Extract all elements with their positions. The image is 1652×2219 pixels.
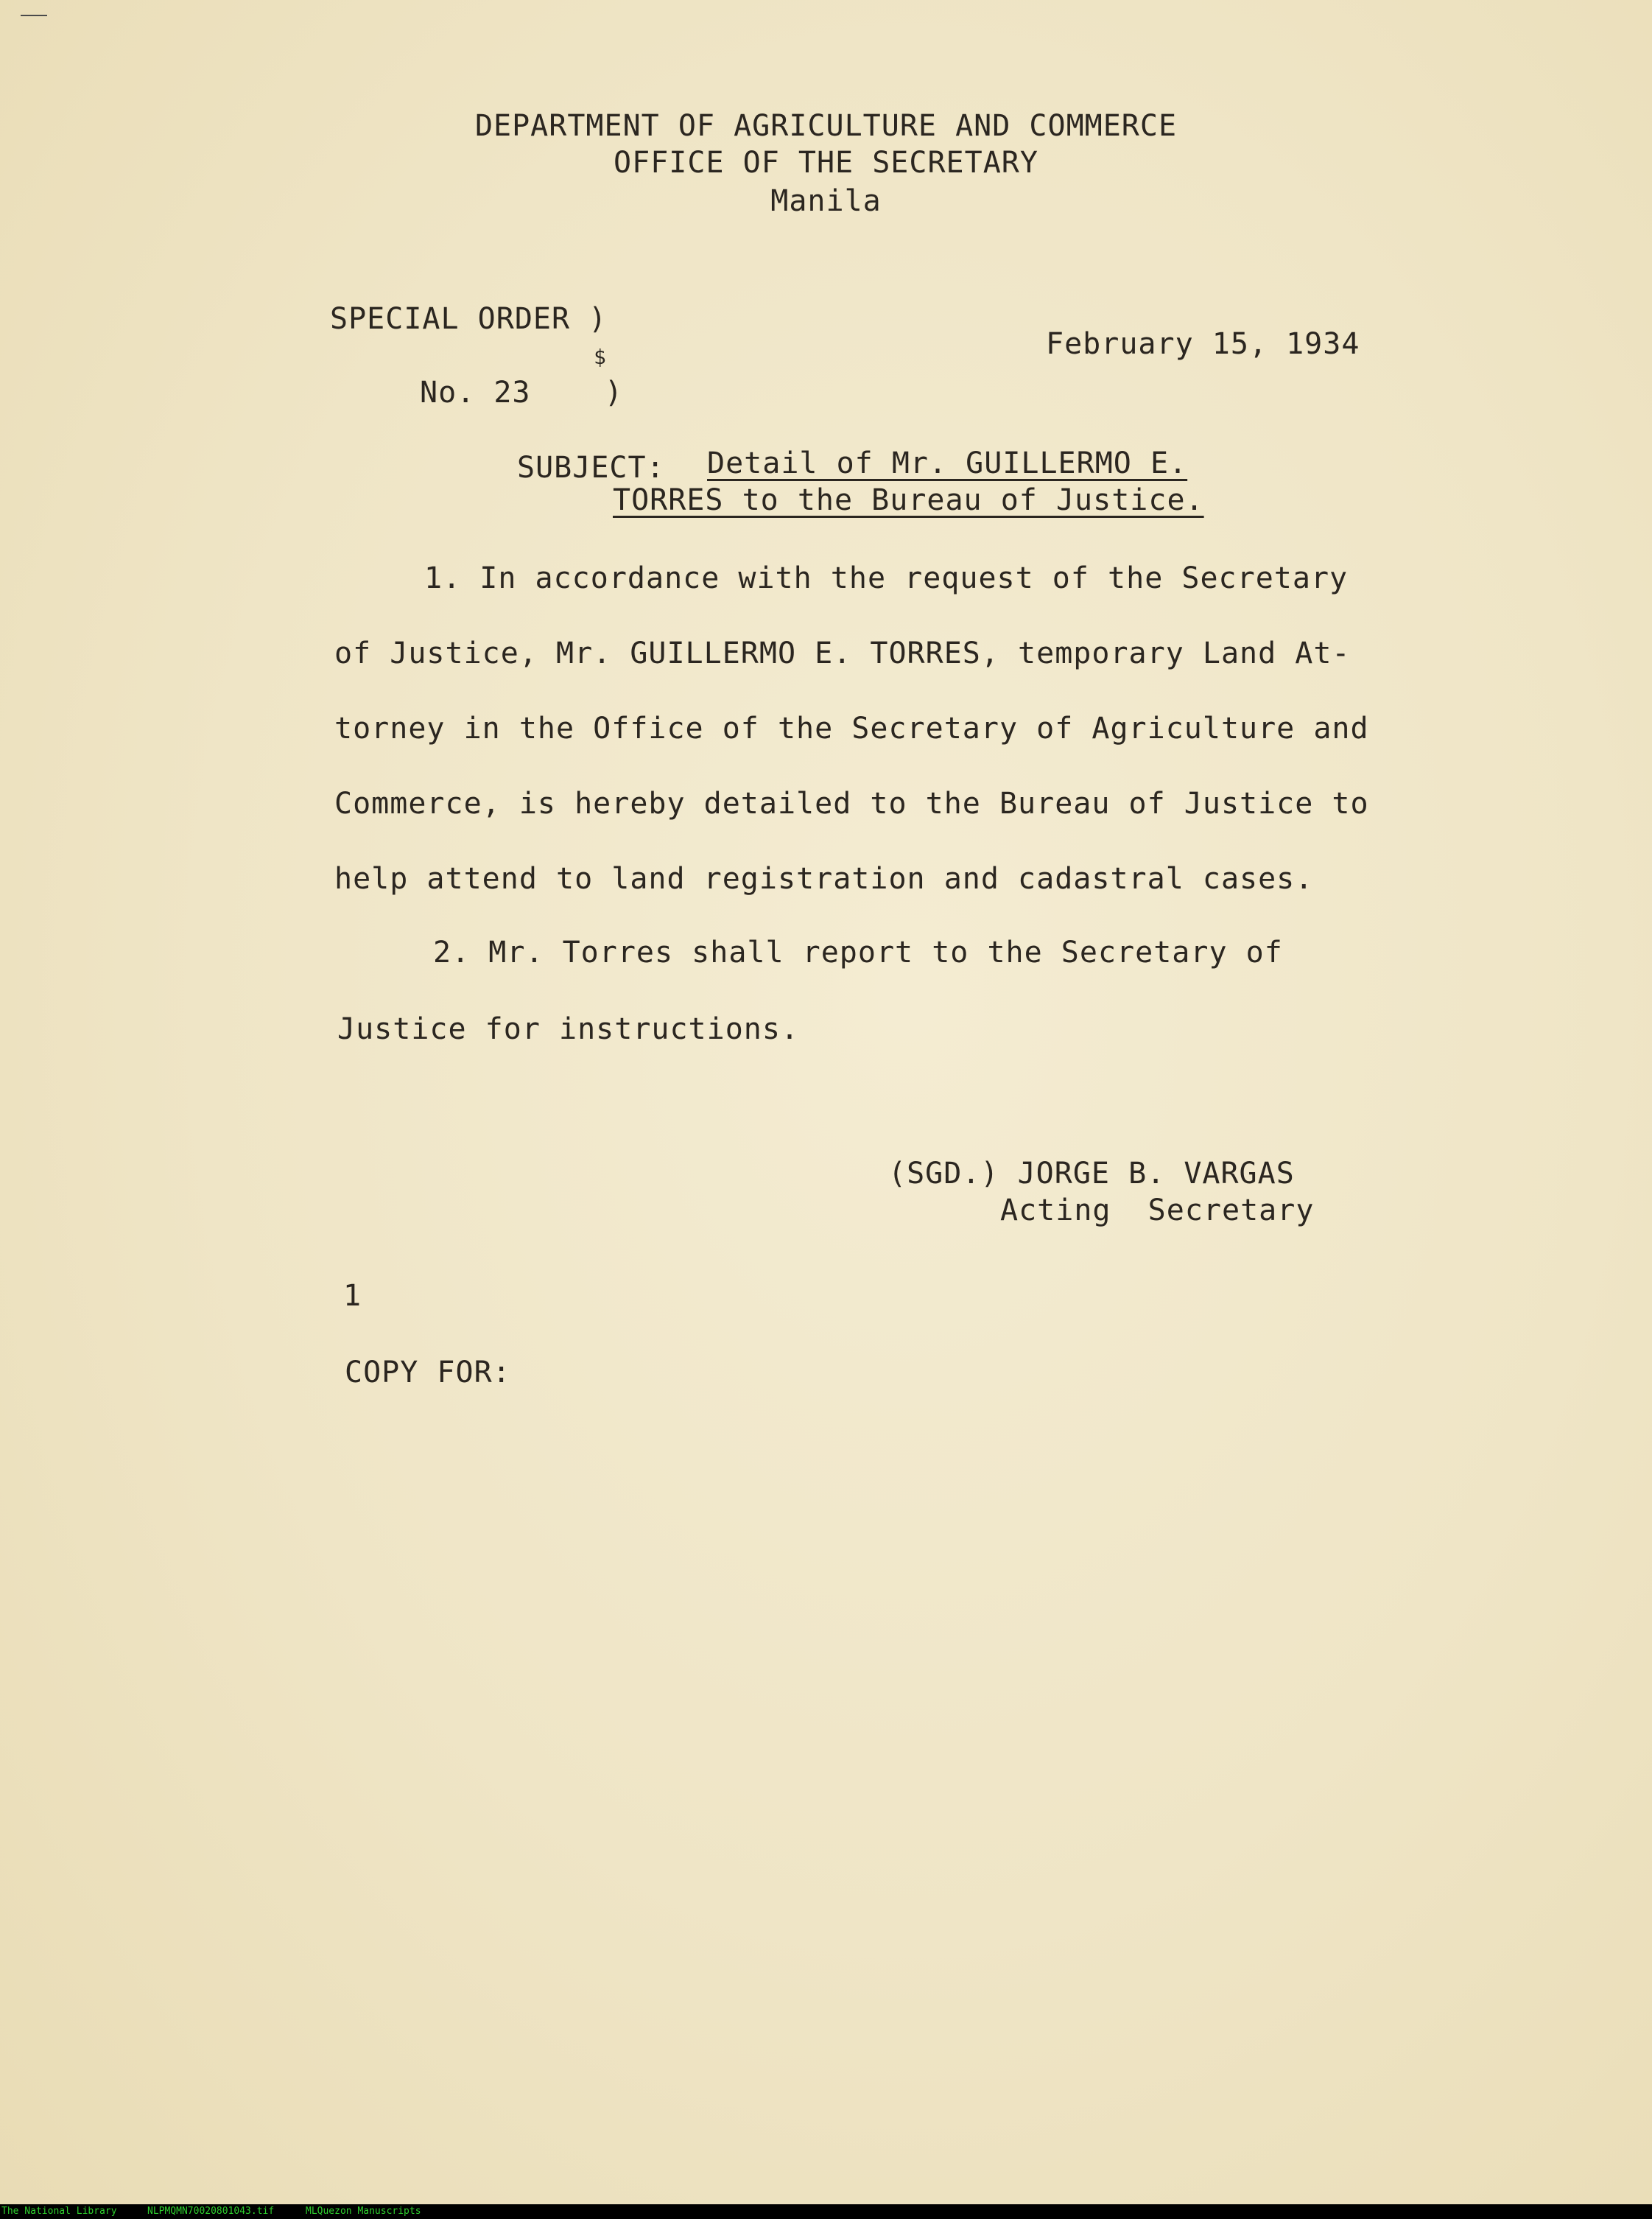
header-city: Manila <box>770 184 882 218</box>
header-department: DEPARTMENT OF AGRICULTURE AND COMMERCE <box>474 109 1178 143</box>
footer-file: NLPMQMN70020801043.tif <box>147 2206 275 2217</box>
pencil-mark <box>21 15 47 16</box>
copy-count: 1 <box>343 1279 362 1313</box>
header-office: OFFICE OF THE SECRETARY <box>614 146 1038 180</box>
order-number: No. 23 ) <box>420 376 623 410</box>
footer-collection: MLQuezon Manuscripts <box>306 2206 421 2217</box>
order-separator: $ <box>594 345 607 369</box>
paragraph-2-line-2: Justice for instructions. <box>337 1012 800 1046</box>
paragraph-1-line-2: of Justice, Mr. GUILLERMO E. TORRES, temporary Land At- <box>334 637 1351 670</box>
subject-line-2: TORRES to the Bureau of Justice. <box>613 483 1204 517</box>
signature-name: (SGD.) JORGE B. VARGAS <box>888 1157 1295 1191</box>
copy-for-label: COPY FOR: <box>345 1356 511 1389</box>
paragraph-1-line-4: Commerce, is hereby detailed to the Bureau of Justice to <box>334 787 1369 821</box>
special-order-label: SPECIAL ORDER ) <box>330 302 608 336</box>
subject-line-1: Detail of Mr. GUILLERMO E. <box>707 446 1188 480</box>
signature-title: Acting Secretary <box>1000 1193 1315 1227</box>
subject-label: SUBJECT: <box>517 451 665 485</box>
paragraph-1-line-1: 1. In accordance with the request of the Secretary <box>424 561 1349 595</box>
scan-footer <box>0 2204 1652 2219</box>
paragraph-1-line-3: torney in the Office of the Secretary of Agriculture and <box>334 712 1369 746</box>
footer-library: The National Library <box>1 2206 117 2217</box>
paragraph-1-line-5: help attend to land registration and cadastral cases. <box>334 862 1314 896</box>
order-date: February 15, 1934 <box>1046 327 1360 361</box>
paragraph-2-line-1: 2. Mr. Torres shall report to the Secretary of <box>433 936 1283 970</box>
